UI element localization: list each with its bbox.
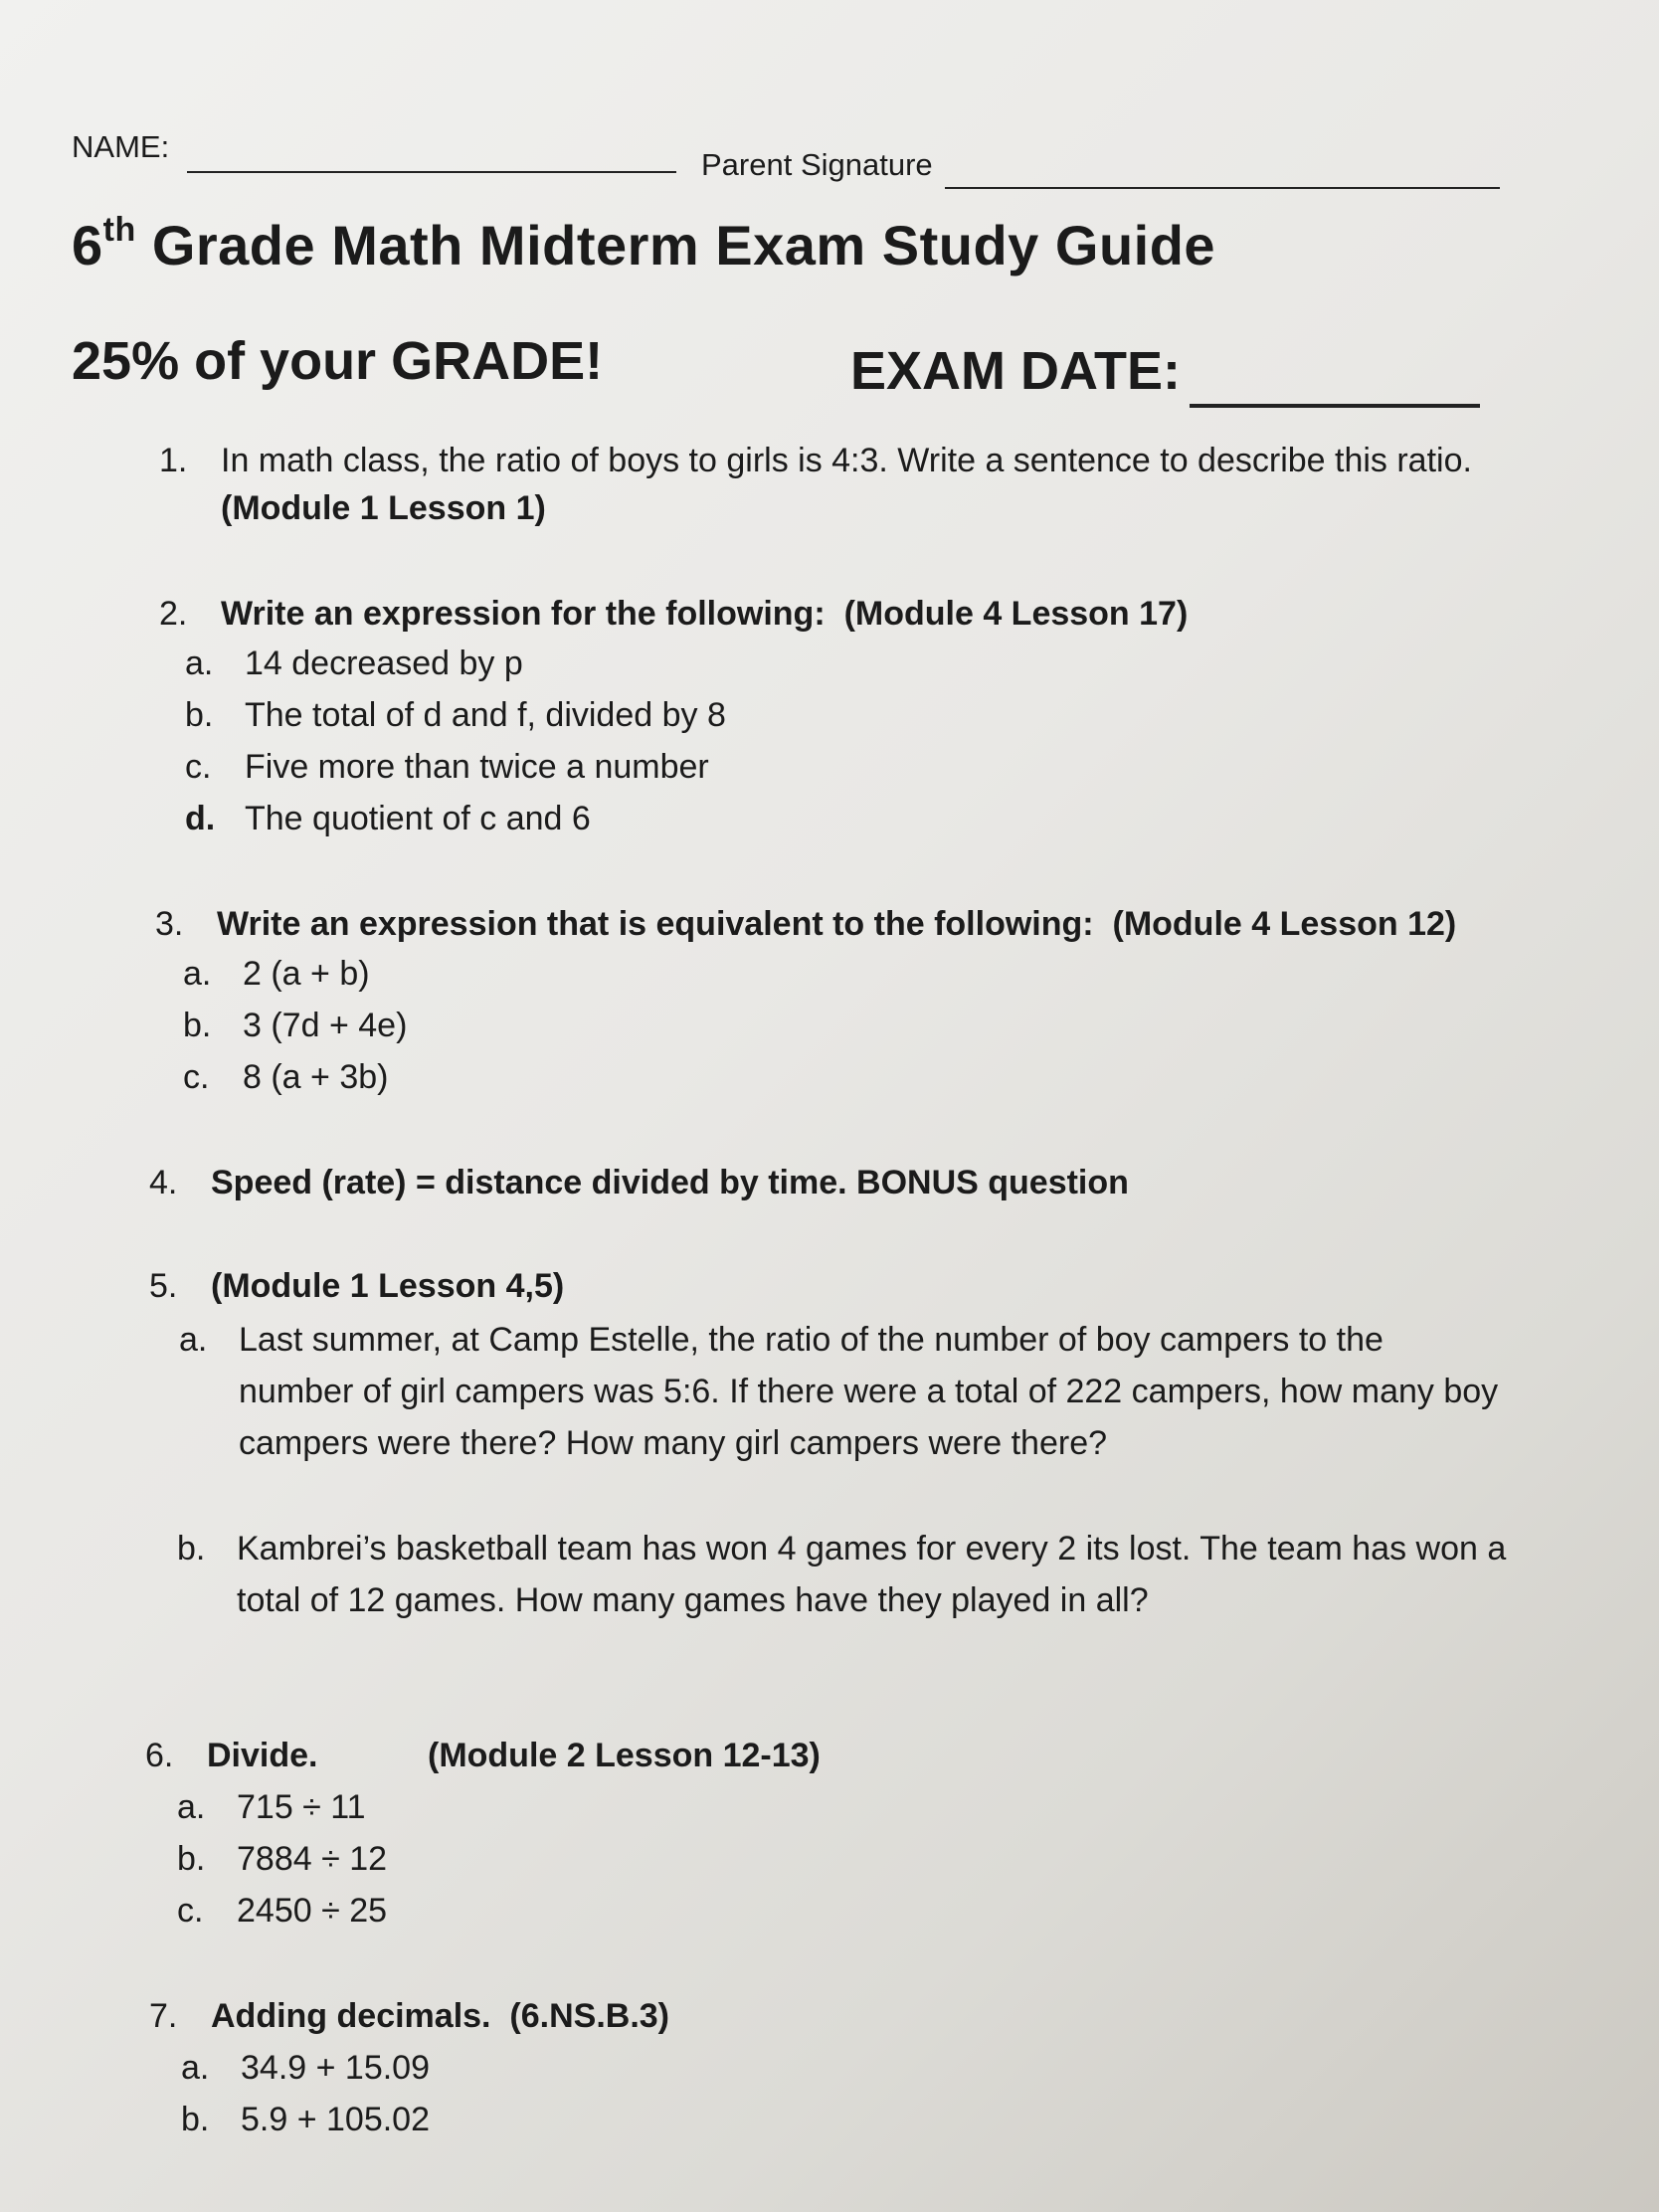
- item-text: 7884 ÷ 12: [237, 1840, 388, 1878]
- page-title: [72, 211, 1215, 277]
- name-label: NAME:: [72, 129, 170, 164]
- question-5a: [179, 1315, 1383, 1365]
- item-text-line: number of girl campers was 5:6. If there were a total of 222 campers, how many boy: [239, 1373, 1499, 1410]
- question-3: [155, 899, 1456, 949]
- exam-date-label: EXAM DATE:: [850, 341, 1181, 401]
- item-letter: b.: [181, 2101, 210, 2138]
- item-letter: c.: [183, 1058, 210, 1096]
- question-4: [149, 1158, 1129, 1207]
- item-letter: a.: [183, 955, 212, 993]
- grade-number: 6: [72, 214, 103, 276]
- module-ref: (Module 1 Lesson 4,5): [211, 1267, 565, 1305]
- question-2: [159, 589, 1188, 639]
- item-letter: a.: [185, 645, 214, 682]
- list-item: [177, 1782, 366, 1832]
- question-text: Adding decimals.: [211, 1997, 491, 2035]
- item-text-line: total of 12 games. How many games have they played in all?: [237, 1581, 1149, 1619]
- item-text: The quotient of c and 6: [245, 800, 591, 837]
- list-item: [181, 2043, 430, 2093]
- question-6: [145, 1731, 317, 1780]
- item-text-line: Kambrei’s basketball team has won 4 games for every 2 its lost. The team has won a: [237, 1530, 1507, 1567]
- question-text: Write an expression for the following:: [221, 595, 826, 633]
- question-5: [149, 1261, 564, 1311]
- list-item: [185, 794, 591, 843]
- name-line: [187, 171, 676, 173]
- item-text: 3 (7d + 4e): [243, 1007, 408, 1044]
- parent-signature-label: Parent Signature: [701, 147, 933, 182]
- item-text-line: Last summer, at Camp Estelle, the ratio of the number of boy campers to the: [239, 1321, 1383, 1359]
- parent-signature-line: [945, 187, 1500, 189]
- question-text: In math class, the ratio of boys to girls is 4:3. Write a sentence to describe this ratio.: [221, 442, 1472, 479]
- item-text: The total of d and f, divided by 8: [245, 696, 726, 734]
- question-text: Speed (rate) = distance divided by time. BONUS question: [211, 1164, 1129, 1201]
- question-text: Divide.: [207, 1737, 318, 1774]
- item-letter: b.: [183, 1007, 212, 1044]
- question-7: [149, 1991, 669, 2041]
- item-text: 5.9 + 105.02: [241, 2101, 431, 2138]
- module-ref: (6.NS.B.3): [509, 1997, 669, 2035]
- list-item: [183, 1052, 388, 1102]
- item-letter: d.: [185, 800, 216, 837]
- item-letter: b.: [177, 1840, 206, 1878]
- question-number: 1.: [159, 442, 188, 479]
- item-text: 715 ÷ 11: [237, 1788, 366, 1826]
- question-number: 4.: [149, 1164, 178, 1201]
- list-item: [185, 742, 709, 792]
- item-letter: a.: [177, 1788, 206, 1826]
- grade-suffix: th: [102, 211, 136, 249]
- question-1-module: (Module 1 Lesson 1): [221, 489, 546, 527]
- list-item: [181, 2095, 430, 2144]
- question-number: 7.: [149, 1997, 178, 2035]
- question-number: 3.: [155, 905, 184, 943]
- question-1: [159, 436, 1472, 485]
- item-letter: a.: [179, 1321, 208, 1359]
- list-item: [183, 949, 370, 999]
- item-letter: a.: [181, 2049, 210, 2087]
- item-text: 8 (a + 3b): [243, 1058, 389, 1096]
- item-text: 34.9 + 15.09: [241, 2049, 431, 2087]
- module-ref: (Module 4 Lesson 17): [843, 595, 1189, 633]
- question-5b: [177, 1524, 1506, 1573]
- grade-note: 25% of your GRADE!: [72, 331, 604, 391]
- item-letter: b.: [177, 1530, 206, 1567]
- item-text: 2450 ÷ 25: [237, 1892, 388, 1930]
- question-6-module: (Module 2 Lesson 12-13): [428, 1737, 821, 1774]
- question-text: Write an expression that is equivalent to the following:: [217, 905, 1094, 943]
- module-ref: (Module 4 Lesson 12): [1112, 905, 1457, 943]
- item-letter: b.: [185, 696, 214, 734]
- list-item: [177, 1886, 387, 1936]
- item-text: 2 (a + b): [243, 955, 370, 993]
- item-text: Five more than twice a number: [245, 748, 709, 786]
- item-letter: c.: [185, 748, 212, 786]
- question-number: 5.: [149, 1267, 178, 1305]
- item-text: 14 decreased by p: [245, 645, 523, 682]
- list-item: [185, 690, 726, 740]
- list-item: [183, 1001, 407, 1050]
- question-number: 2.: [159, 595, 188, 633]
- exam-date-line: [1190, 404, 1480, 408]
- title-text: Grade Math Midterm Exam Study Guide: [151, 214, 1216, 276]
- question-number: 6.: [145, 1737, 174, 1774]
- item-letter: c.: [177, 1892, 204, 1930]
- list-item: [185, 639, 523, 688]
- list-item: [177, 1834, 387, 1884]
- item-text-line: campers were there? How many girl campers were there?: [239, 1424, 1108, 1462]
